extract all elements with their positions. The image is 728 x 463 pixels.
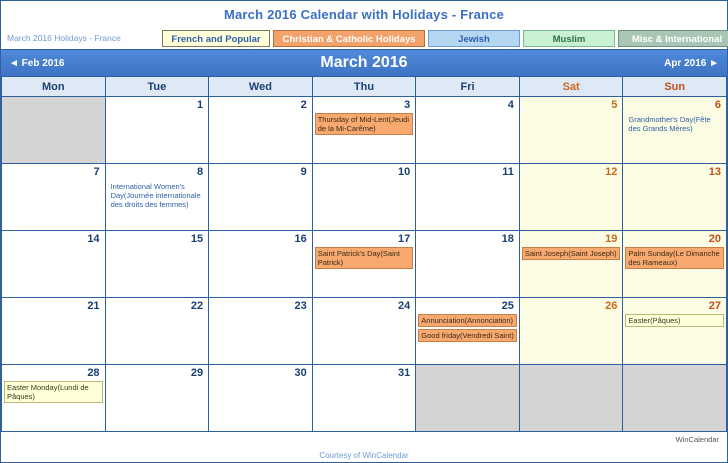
day-cell-empty: [416, 365, 520, 432]
legend-lead-label: March 2016 Holidays - France: [7, 33, 121, 43]
event-list: [625, 314, 724, 327]
day-cell[interactable]: [2, 164, 106, 231]
weekday-header-fri: Fri: [416, 77, 520, 97]
page-title-text: March 2016 Calendar with Holidays - France: [223, 6, 505, 22]
day-number: 12: [605, 166, 618, 178]
event-item[interactable]: Easter(Pâques): [625, 314, 724, 327]
day-number: 13: [708, 166, 721, 178]
day-number: 8: [197, 166, 204, 178]
footer-credit: Courtesy of WinCalendar: [319, 450, 409, 460]
day-cell[interactable]: [2, 365, 106, 432]
day-number: 1: [197, 99, 204, 111]
next-month-button[interactable]: Apr 2016 ►: [664, 57, 719, 69]
day-cell[interactable]: [520, 97, 624, 164]
month-navigation: [1, 49, 727, 77]
weekday-header-tue: Tue: [106, 77, 210, 97]
legend-item-misc[interactable]: Misc & International: [618, 30, 728, 47]
day-number: 23: [294, 300, 307, 312]
calendar-grid: [1, 97, 727, 432]
event-item[interactable]: Easter Monday(Lundi de Pâques): [4, 381, 103, 403]
event-list: [418, 314, 517, 342]
event-list: [315, 113, 414, 135]
day-cell[interactable]: [520, 231, 624, 298]
event-item[interactable]: Grandmother's Day(Fête des Grands Mères): [628, 115, 711, 133]
day-number: 28: [87, 367, 100, 379]
event-item[interactable]: Annunciation(Annonciation): [418, 314, 517, 327]
day-cell[interactable]: [623, 231, 727, 298]
day-cell[interactable]: [623, 164, 727, 231]
day-number: 25: [501, 300, 514, 312]
day-cell[interactable]: [520, 164, 624, 231]
day-cell[interactable]: [313, 97, 417, 164]
day-number: 2: [300, 99, 307, 111]
day-cell-empty: [520, 365, 624, 432]
weekday-header-sun: Sun: [623, 77, 727, 97]
day-number: 14: [87, 233, 100, 245]
day-number: 3: [404, 99, 411, 111]
day-cell[interactable]: [106, 231, 210, 298]
day-number: 27: [708, 300, 721, 312]
event-item[interactable]: Saint Joseph(Saint Joseph): [522, 247, 621, 260]
event-list: [108, 180, 207, 211]
legend-bar: [1, 27, 727, 49]
day-number: 20: [708, 233, 721, 245]
day-cell[interactable]: [209, 231, 313, 298]
weekday-header-wed: Wed: [209, 77, 313, 97]
day-number: 4: [507, 99, 514, 111]
day-number: 15: [190, 233, 204, 245]
day-cell[interactable]: [313, 365, 417, 432]
wincalendar-watermark: WinCalendar: [675, 435, 719, 444]
day-number: 21: [87, 300, 100, 312]
event-list: [4, 381, 103, 403]
day-cell[interactable]: [416, 97, 520, 164]
event-item[interactable]: International Women's Day(Journée internationale des droits des femmes): [110, 182, 201, 209]
day-cell[interactable]: [209, 298, 313, 365]
legend-item-jewish[interactable]: Jewish: [428, 30, 520, 47]
day-cell[interactable]: [106, 97, 210, 164]
day-number: 16: [294, 233, 307, 245]
day-number: 18: [501, 233, 514, 245]
weekday-header-sat: Sat: [520, 77, 624, 97]
day-cell[interactable]: [623, 97, 727, 164]
day-cell[interactable]: [209, 365, 313, 432]
day-cell[interactable]: [209, 164, 313, 231]
day-cell-empty: [623, 365, 727, 432]
day-number: 11: [502, 166, 514, 178]
day-cell[interactable]: [416, 231, 520, 298]
day-cell[interactable]: [106, 365, 210, 432]
prev-month-button[interactable]: ◄ Feb 2016: [9, 57, 65, 69]
event-item[interactable]: Palm Sunday(Le Dimanche des Rameaux): [625, 247, 724, 269]
event-list: [625, 247, 724, 269]
event-list: [522, 247, 621, 260]
day-number: 24: [398, 300, 411, 312]
event-item[interactable]: Saint Patrick's Day(Saint Patrick): [315, 247, 414, 269]
weekday-header-thu: Thu: [313, 77, 417, 97]
day-cell[interactable]: [106, 164, 210, 231]
event-list: [315, 247, 414, 269]
day-number: 17: [398, 233, 411, 245]
day-cell[interactable]: [313, 231, 417, 298]
legend-item-christian[interactable]: Christian & Catholic Holidays: [273, 30, 425, 47]
day-cell[interactable]: [2, 231, 106, 298]
day-cell[interactable]: [313, 164, 417, 231]
event-item[interactable]: Thursday of Mid-Lent(Jeudi de la Mi-Carême): [315, 113, 414, 135]
day-cell[interactable]: [106, 298, 210, 365]
day-number: 6: [714, 99, 721, 111]
event-list: [625, 113, 724, 135]
weekday-header-mon: Mon: [2, 77, 106, 97]
day-number: 30: [294, 367, 307, 379]
day-number: 10: [398, 166, 411, 178]
legend-item-muslim[interactable]: Muslim: [523, 30, 615, 47]
event-item[interactable]: Good friday(Vendredi Saint): [418, 329, 517, 342]
day-number: 5: [611, 99, 618, 111]
day-number: 7: [93, 166, 100, 178]
day-cell-empty: [2, 97, 106, 164]
day-cell[interactable]: [2, 298, 106, 365]
legend-item-french[interactable]: French and Popular: [162, 30, 270, 47]
day-cell[interactable]: [520, 298, 624, 365]
day-cell[interactable]: [416, 298, 520, 365]
current-month-label: March 2016: [320, 54, 408, 71]
day-number: 26: [605, 300, 618, 312]
day-number: 29: [190, 367, 204, 379]
day-cell[interactable]: [209, 97, 313, 164]
day-cell[interactable]: [623, 298, 727, 365]
day-number: 31: [398, 367, 411, 379]
weekday-header-row: [1, 77, 727, 97]
day-number: 19: [605, 233, 618, 245]
day-cell[interactable]: [416, 164, 520, 231]
day-number: 9: [300, 166, 307, 178]
day-cell[interactable]: [313, 298, 417, 365]
day-number: 22: [190, 300, 204, 312]
page-title: [1, 1, 727, 27]
